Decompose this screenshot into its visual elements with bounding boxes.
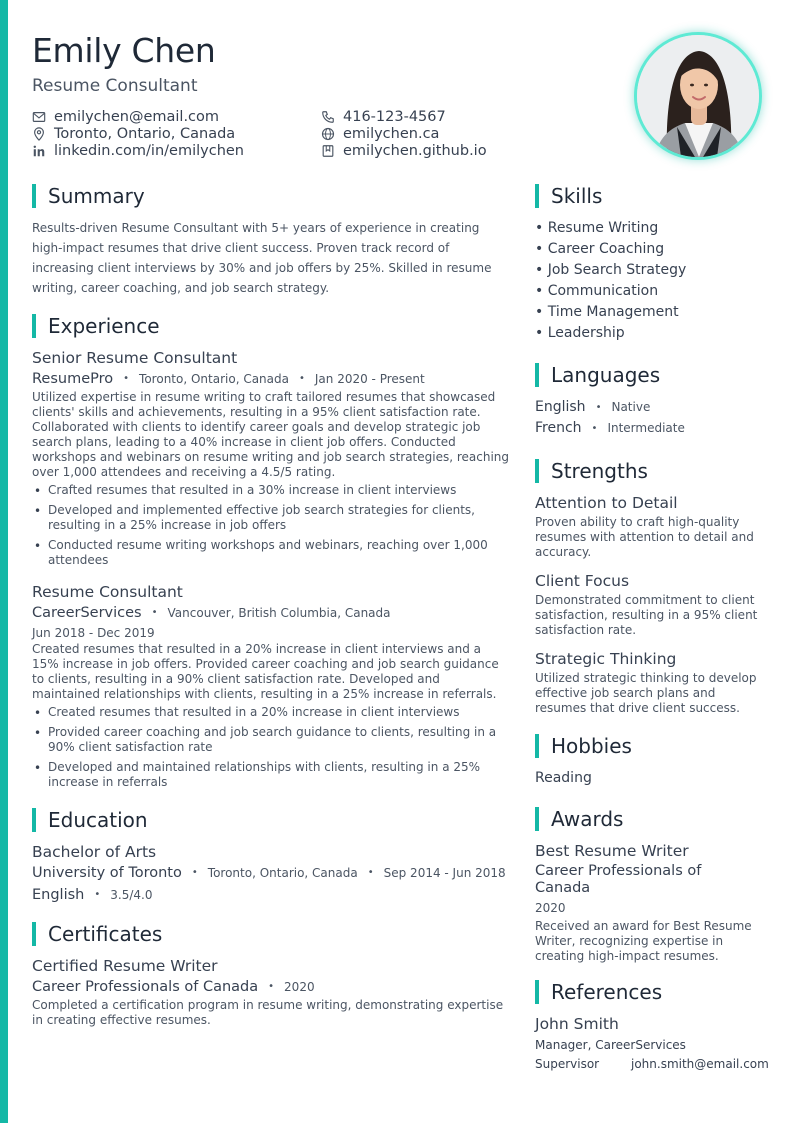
heading-accent <box>32 314 36 338</box>
skill-label: Time Management <box>547 304 679 320</box>
strength-title: Strategic Thinking <box>535 650 677 668</box>
portrait-illustration <box>637 35 759 157</box>
certificate-description: Completed a certification program in resume writing, demonstrating expertise in creating effective resumes. <box>32 998 504 1027</box>
certificate-meta <box>32 976 510 998</box>
skill-item: • Career Coaching <box>535 241 665 257</box>
job-company: ResumePro <box>32 371 114 387</box>
contact-linkedin[interactable] <box>32 142 321 159</box>
skill-item: • Job Search Strategy <box>535 262 687 278</box>
certificate-issuer: Career Professionals of Canada <box>32 979 259 995</box>
contact-website[interactable] <box>321 125 581 142</box>
job-dates: Jun 2018 - Dec 2019 <box>32 626 155 640</box>
hobbies-title: Hobbies <box>551 734 632 758</box>
language-name: English <box>535 399 586 415</box>
profile-photo <box>634 32 762 160</box>
contact-location <box>32 125 321 142</box>
list-item: • Created resumes that resulted in a 20% increase in client interviews <box>32 705 510 720</box>
hobbies-section <box>535 734 770 789</box>
contact-linkedin-text: linkedin.com/in/emilychen <box>54 142 244 159</box>
list-item: • Crafted resumes that resulted in a 30% increase in client interviews <box>32 483 510 498</box>
job-entry <box>32 582 510 790</box>
right-column <box>535 184 770 1074</box>
certificates-title: Certificates <box>48 922 163 946</box>
school-name: University of Toronto <box>32 865 182 881</box>
references-title: References <box>551 980 663 1004</box>
left-column <box>32 184 510 1028</box>
strength-item <box>535 649 770 716</box>
contact-email[interactable] <box>32 108 321 125</box>
hobbies-heading <box>535 734 770 758</box>
hobby-item: Reading <box>535 770 592 786</box>
separator-dot: • <box>191 867 198 878</box>
skill-label: Communication <box>547 283 659 299</box>
linkedin-icon <box>32 144 46 158</box>
references-section <box>535 980 770 1074</box>
candidate-name: Emily Chen <box>32 31 216 70</box>
summary-section <box>32 184 510 298</box>
contact-website-text: emilychen.ca <box>343 125 440 142</box>
separator-dot: • <box>591 423 598 434</box>
job-meta <box>32 602 510 624</box>
job-location: Toronto, Ontario, Canada <box>139 372 289 386</box>
job-description: Utilized expertise in resume writing to craft tailored resumes that showcased clients' skills and achievements, resulting in a 95% client satisfaction rate. Collaborated with clients to identify career goals and develop strategic job search plans, leading to a 40% increase in client job offers. Conducted workshops and webinars on resume writing and job search strategies, reaching over 1,000 attendees and receiving a 4.5/5 rating. <box>32 390 510 479</box>
job-meta <box>32 368 510 390</box>
location-icon <box>32 127 46 141</box>
awards-heading <box>535 807 770 831</box>
contact-phone-text: 416-123-4567 <box>343 108 446 125</box>
reference-name: John Smith <box>535 1015 619 1033</box>
strengths-section <box>535 459 770 716</box>
contact-github[interactable] <box>321 142 581 159</box>
phone-icon <box>321 110 335 124</box>
heading-accent <box>535 363 539 387</box>
reference-contact-row <box>535 1055 770 1074</box>
summary-title: Summary <box>48 184 145 208</box>
job-entry <box>32 348 510 568</box>
list-item: • Provided career coaching and job search guidance to clients, resulting in a 90% client satisfaction rate <box>32 725 510 755</box>
separator-dot: • <box>94 889 101 900</box>
list-item: • Conducted resume writing workshops and webinars, reaching over 1,000 attendees <box>32 538 510 568</box>
list-item: • Developed and implemented effective job search strategies for clients, resulting in a 25% increase in job offers <box>32 503 510 533</box>
language-item <box>535 397 770 418</box>
summary-text: Results-driven Resume Consultant with 5+ years of experience in creating high-impact resumes that drive client success. Proven track record of increasing client interviews by 30% and job offers by 25%. Skilled in resume writing, career coaching, and job search strategy. <box>32 221 492 295</box>
contact-list <box>32 108 592 159</box>
heading-accent <box>32 184 36 208</box>
award-name: Best Resume Writer <box>535 842 689 860</box>
heading-accent <box>535 184 539 208</box>
strength-title: Attention to Detail <box>535 494 678 512</box>
accent-bar <box>0 0 8 1123</box>
job-company: CareerServices <box>32 605 142 621</box>
education-dates: Sep 2014 - Jun 2018 <box>383 866 506 880</box>
strength-title: Client Focus <box>535 572 630 590</box>
list-item: • Developed and maintained relationships with clients, resulting in a 25% increase in referrals <box>32 760 510 790</box>
job-location: Vancouver, British Columbia, Canada <box>167 606 391 620</box>
language-level: Intermediate <box>607 421 685 435</box>
strength-text: Demonstrated commitment to client satisfaction, resulting in a 95% client satisfaction rate. <box>535 593 758 637</box>
strength-item <box>535 571 770 638</box>
skill-item: • Resume Writing <box>535 220 659 236</box>
school-location: Toronto, Ontario, Canada <box>207 866 358 880</box>
separator-dot: • <box>298 373 305 384</box>
references-heading <box>535 980 770 1004</box>
reference-email[interactable]: john.smith@email.com <box>631 1057 769 1071</box>
languages-heading <box>535 363 770 387</box>
heading-accent <box>32 808 36 832</box>
strengths-heading <box>535 459 770 483</box>
job-bullets <box>32 705 510 790</box>
bookmark-icon <box>321 144 335 158</box>
job-title: Senior Resume Consultant <box>32 349 238 367</box>
contact-location-text: Toronto, Ontario, Canada <box>54 125 236 142</box>
contact-email-text: emilychen@email.com <box>54 108 220 125</box>
education-heading <box>32 808 510 832</box>
awards-title: Awards <box>551 807 624 831</box>
skill-item: • Communication <box>535 283 659 299</box>
skill-label: Job Search Strategy <box>547 262 687 278</box>
award-issuer: Career Professionals of Canada <box>535 863 702 896</box>
reference-position: Manager, CareerServices <box>535 1038 686 1052</box>
heading-accent <box>535 807 539 831</box>
strengths-title: Strengths <box>551 459 648 483</box>
mail-icon <box>32 110 46 124</box>
certificates-section <box>32 922 510 1028</box>
experience-heading <box>32 314 510 338</box>
language-level: Native <box>611 400 651 414</box>
summary-heading <box>32 184 510 208</box>
certificates-heading <box>32 922 510 946</box>
job-title: Resume Consultant <box>32 583 183 601</box>
skill-label: Resume Writing <box>547 220 659 236</box>
candidate-role: Resume Consultant <box>32 76 198 96</box>
awards-section <box>535 807 770 964</box>
education-gpa: 3.5/4.0 <box>110 888 153 902</box>
award-description: Received an award for Best Resume Writer, recognizing expertise in creating high-impact resumes. <box>535 919 752 963</box>
separator-dot: • <box>367 867 374 878</box>
job-bullets <box>32 483 510 568</box>
skill-item: • Leadership <box>535 325 625 341</box>
separator-dot: • <box>123 373 130 384</box>
heading-accent <box>535 980 539 1004</box>
education-meta <box>32 862 510 884</box>
contact-phone[interactable] <box>321 108 581 125</box>
education-field-row <box>32 884 510 906</box>
skill-label: Career Coaching <box>547 241 665 257</box>
education-title: Education <box>48 808 148 832</box>
languages-title: Languages <box>551 363 661 387</box>
education-section <box>32 808 510 906</box>
globe-icon <box>321 127 335 141</box>
education-field: English <box>32 887 85 903</box>
heading-accent <box>535 734 539 758</box>
language-name: French <box>535 420 582 436</box>
separator-dot: • <box>595 402 602 413</box>
job-description: Created resumes that resulted in a 20% increase in client interviews and a 15% increase in job offers. Provided career coaching and job search guidance to clients, resulting in a 90% client satisfaction rate. Developed and maintained relationships with clients, resulting in a 25% increase in referrals. <box>32 642 499 701</box>
heading-accent <box>535 459 539 483</box>
reference-relation: Supervisor <box>535 1057 600 1071</box>
certificate-name: Certified Resume Writer <box>32 957 218 975</box>
certificate-year: 2020 <box>284 980 315 994</box>
skills-title: Skills <box>551 184 603 208</box>
experience-title: Experience <box>48 314 160 338</box>
strength-item <box>535 493 770 560</box>
contact-github-text: emilychen.github.io <box>343 142 487 159</box>
strength-text: Proven ability to craft high-quality resumes with attention to detail and accuracy. <box>535 515 754 559</box>
strength-text: Utilized strategic thinking to develop effective job search plans and resumes that drive client success. <box>535 671 757 715</box>
languages-section <box>535 363 770 439</box>
language-item <box>535 418 770 439</box>
experience-section <box>32 314 510 790</box>
skill-label: Leadership <box>547 325 625 341</box>
degree-name: Bachelor of Arts <box>32 843 157 861</box>
skill-item: • Time Management <box>535 304 679 320</box>
separator-dot: • <box>268 981 275 992</box>
job-dates: Jan 2020 - Present <box>314 372 425 386</box>
skills-heading <box>535 184 770 208</box>
separator-dot: • <box>151 607 158 618</box>
award-year: 2020 <box>535 901 566 915</box>
heading-accent <box>32 922 36 946</box>
skills-section <box>535 184 770 344</box>
